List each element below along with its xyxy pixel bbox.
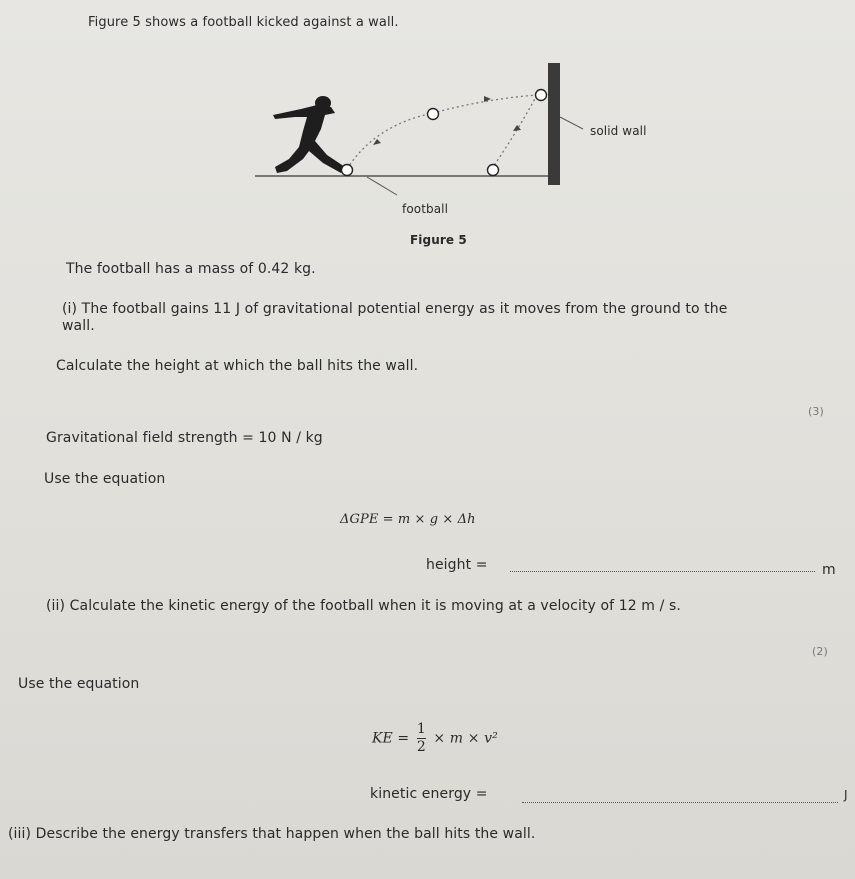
part-i-question-line1: (i) The football gains 11 J of gravitational potential energy as it moves from the ground to the [62,301,728,317]
ke-eq-denominator: 2 [416,739,426,755]
height-answer-line[interactable] [510,571,815,572]
height-answer-label: height = [426,557,488,573]
part-ii-use-equation: Use the equation [18,676,140,692]
mass-statement: The football has a mass of 0.42 kg. [66,261,316,277]
part-i-instruction: Calculate the height at which the ball hits the wall. [56,358,419,374]
ball-label-leader [367,177,397,195]
figure-caption: Figure 5 [410,233,467,247]
solid-wall [548,63,560,185]
kinetic-energy-answer-line[interactable] [522,802,838,803]
gravitational-field-strength: Gravitational field strength = 10 N / kg [46,430,323,446]
player-silhouette-icon [273,96,345,173]
part-ii-marks: (2) [812,645,828,658]
solid-wall-label: solid wall [590,124,647,138]
intro-text: Figure 5 shows a football kicked against a wall. [88,15,399,30]
trajectory-arrows-icon [373,96,521,145]
part-i-use-equation: Use the equation [44,471,166,487]
height-answer-unit: m [822,562,836,578]
trajectory-dotted-path [347,95,537,169]
football-label: football [402,202,449,216]
kinetic-energy-answer-unit: J [844,788,848,802]
part-ii-question: (ii) Calculate the kinetic energy of the football when it is moving at a velocity of 12 m / s. [46,598,681,614]
part-i-question-line2: wall. [62,318,95,334]
ke-eq-fraction [417,721,426,756]
wall-label-leader [560,117,583,129]
part-i-marks: (3) [808,405,824,418]
ke-eq-numerator: 1 [416,721,426,737]
kinetic-energy-answer-label: kinetic energy = [370,786,488,802]
football-icon [342,90,547,176]
ke-eq-lhs: KE = [372,730,410,747]
ke-equation [372,721,498,756]
part-iii-question: (iii) Describe the energy transfers that happen when the ball hits the wall. [8,826,536,842]
ke-eq-rhs: × m × v² [433,730,498,747]
gpe-equation: ΔGPE = m × g × Δh [340,512,476,527]
